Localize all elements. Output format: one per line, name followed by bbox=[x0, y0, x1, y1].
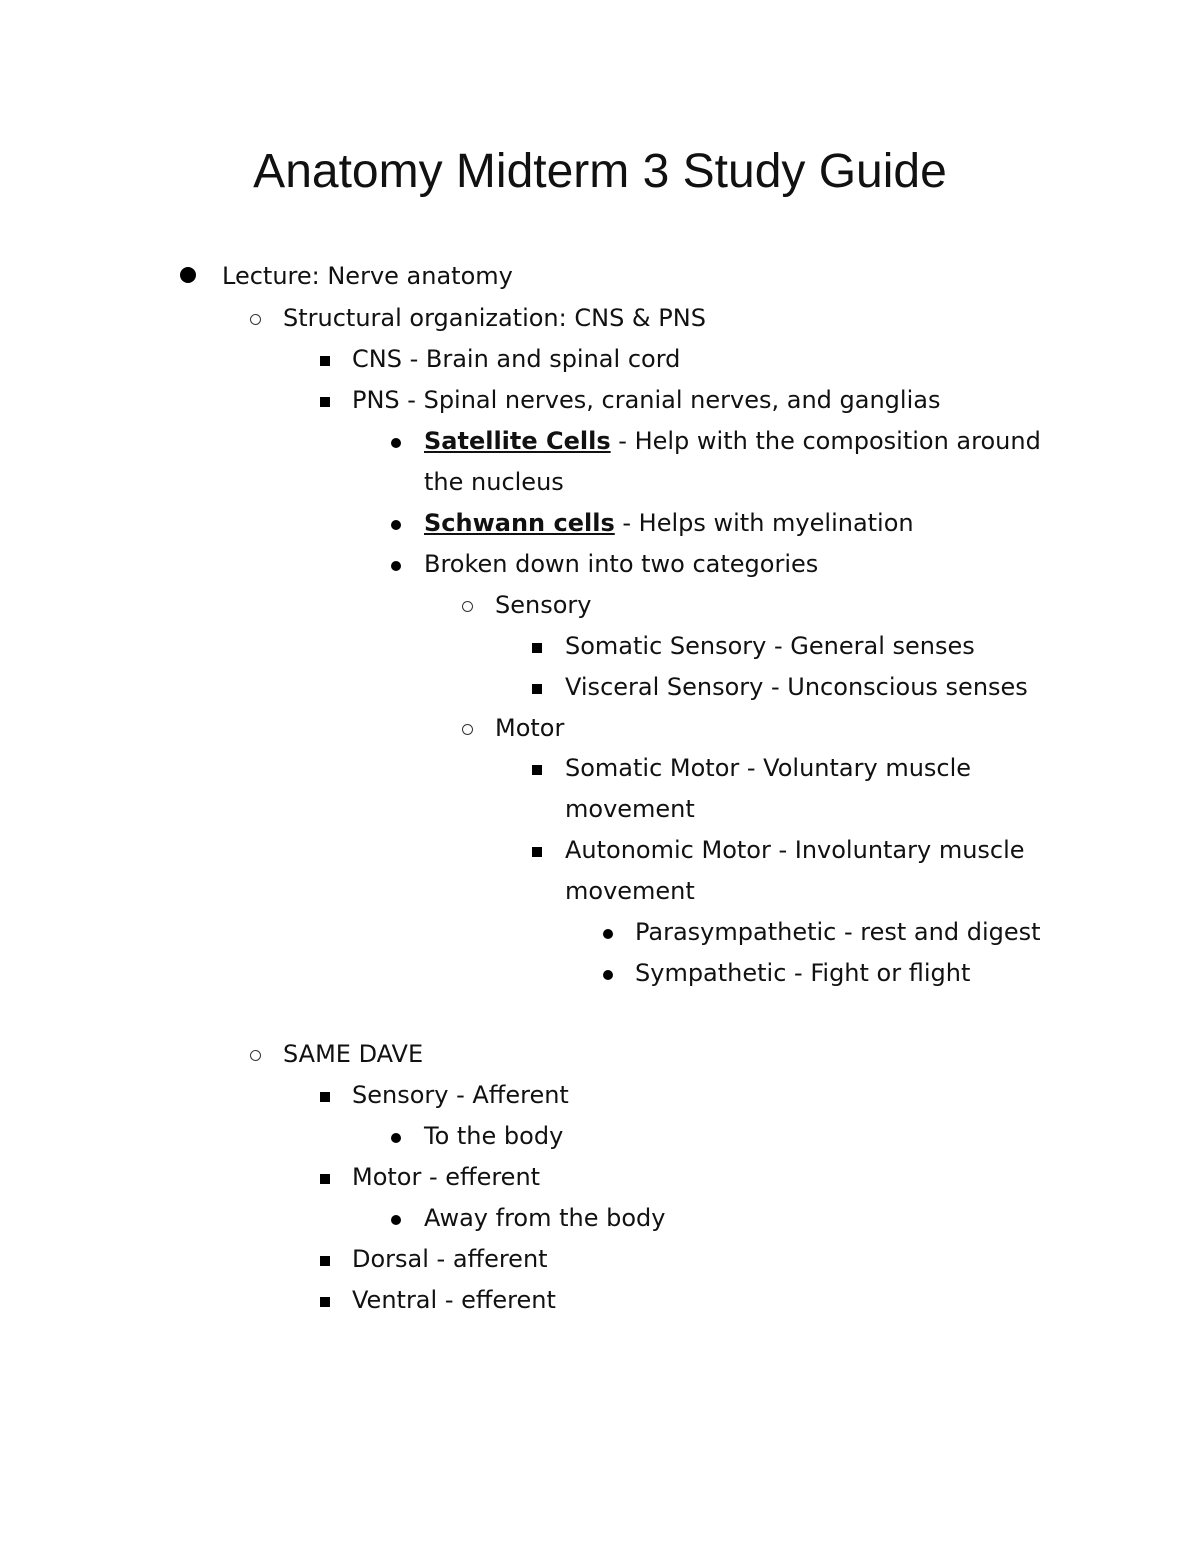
bullet-square-icon bbox=[320, 1239, 344, 1280]
bullet-dot-icon bbox=[391, 503, 415, 544]
outline-item-pns: PNS - Spinal nerves, cranial nerves, and ganglias bbox=[352, 386, 941, 414]
outline-item-categories: Broken down into two categories bbox=[424, 550, 819, 578]
bullet-dot-icon bbox=[391, 421, 415, 462]
outline-item-satellite bbox=[424, 421, 1041, 462]
outline-item-visceral-sensory: Visceral Sensory - Unconscious senses bbox=[565, 673, 1028, 701]
outline-item-somatic-sensory: Somatic Sensory - General senses bbox=[565, 632, 975, 660]
outline-item-schwann bbox=[424, 503, 914, 544]
bullet-dot-icon bbox=[603, 953, 627, 994]
outline-item-motor: Motor bbox=[495, 714, 565, 742]
satellite-description: - Help with the composition around bbox=[610, 427, 1041, 455]
bullet-square-icon bbox=[532, 667, 556, 708]
outline-item-satellite-continued: the nucleus bbox=[424, 468, 564, 496]
bullet-dot-icon bbox=[391, 1116, 415, 1157]
bullet-square-icon bbox=[320, 1157, 344, 1198]
outline-item-somatic-motor-continued: movement bbox=[565, 795, 695, 823]
outline-item-parasympathetic: Parasympathetic - rest and digest bbox=[635, 918, 1041, 946]
outline-item-same-dave: SAME DAVE bbox=[283, 1040, 424, 1068]
bullet-circle-icon bbox=[462, 708, 486, 749]
outline-item-sympathetic: Sympathetic - Fight or flight bbox=[635, 959, 971, 987]
bullet-dot-icon bbox=[603, 912, 627, 953]
outline-item-to-body: To the body bbox=[424, 1122, 564, 1150]
term-satellite-cells: Satellite Cells bbox=[424, 427, 611, 455]
outline-item-ventral: Ventral - efferent bbox=[352, 1286, 556, 1314]
outline-item-away-body: Away from the body bbox=[424, 1204, 666, 1232]
bullet-square-icon bbox=[320, 1280, 344, 1321]
bullet-square-icon bbox=[320, 380, 344, 421]
bullet-square-icon bbox=[532, 830, 556, 871]
bullet-square-icon bbox=[320, 1075, 344, 1116]
bullet-dot-icon bbox=[391, 544, 415, 585]
term-schwann-cells: Schwann cells bbox=[424, 509, 615, 537]
outline-item-cns: CNS - Brain and spinal cord bbox=[352, 345, 681, 373]
schwann-description: - Helps with myelination bbox=[614, 509, 914, 537]
outline-item-sensory: Sensory bbox=[495, 591, 592, 619]
bullet-circle-icon bbox=[250, 1034, 274, 1075]
outline-item-somatic-motor: Somatic Motor - Voluntary muscle bbox=[565, 754, 972, 782]
bullet-dot-icon bbox=[391, 1198, 415, 1239]
outline-item-dorsal: Dorsal - afferent bbox=[352, 1245, 548, 1273]
outline-item-autonomic-motor-continued: movement bbox=[565, 877, 695, 905]
bullet-square-icon bbox=[320, 339, 344, 380]
outline-item-structural: Structural organization: CNS & PNS bbox=[283, 304, 706, 332]
bullet-square-icon bbox=[532, 626, 556, 667]
outline-item-motor-efferent: Motor - efferent bbox=[352, 1163, 541, 1191]
bullet-disc-icon bbox=[180, 256, 204, 297]
outline-item-autonomic-motor: Autonomic Motor - Involuntary muscle bbox=[565, 836, 1025, 864]
bullet-circle-icon bbox=[250, 298, 274, 339]
bullet-square-icon bbox=[532, 748, 556, 789]
outline-item-sensory-afferent: Sensory - Afferent bbox=[352, 1081, 569, 1109]
bullet-circle-icon bbox=[462, 585, 486, 626]
document-title: Anatomy Midterm 3 Study Guide bbox=[253, 145, 947, 198]
outline-item-lecture: Lecture: Nerve anatomy bbox=[222, 262, 513, 290]
